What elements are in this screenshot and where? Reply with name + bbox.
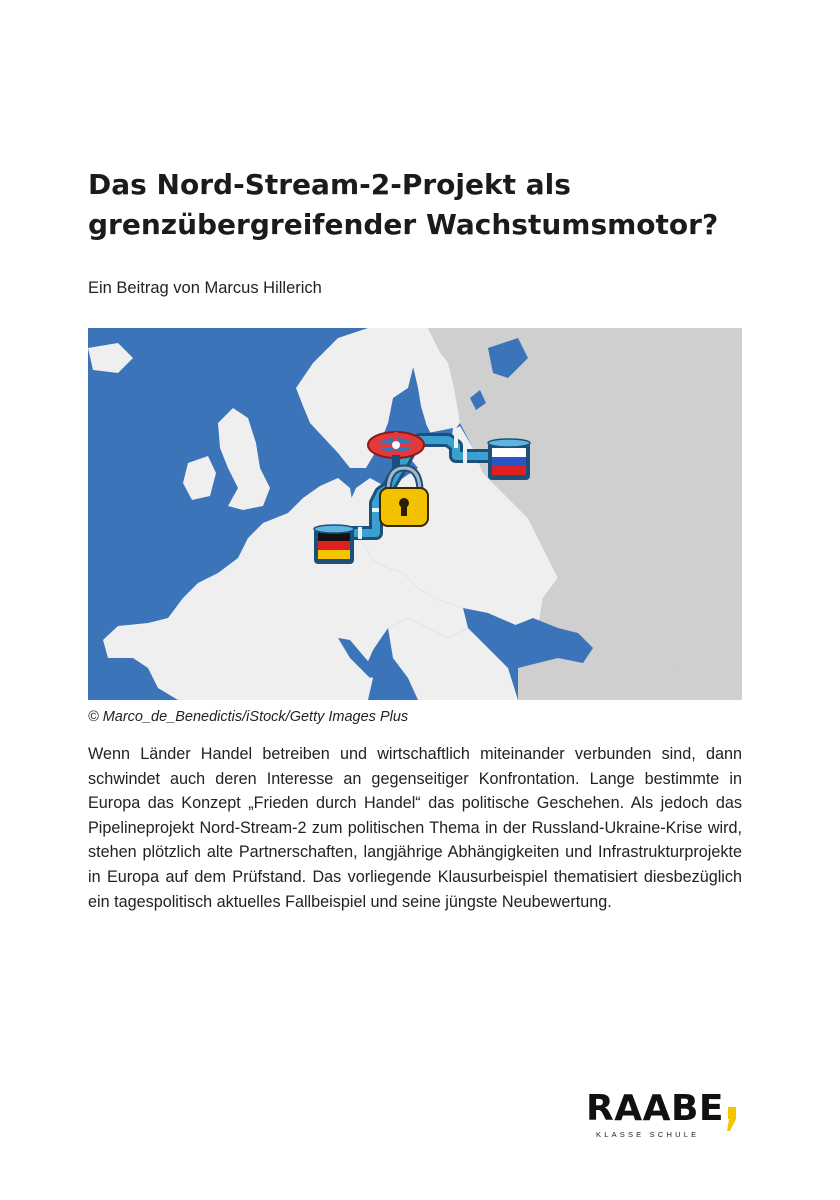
logo-wordmark: RAABE xyxy=(586,1088,724,1129)
title-line-1: Das Nord-Stream-2-Projekt als xyxy=(88,168,571,201)
germany-barrel xyxy=(314,525,354,564)
page-title xyxy=(88,165,768,245)
title-line-2: grenzübergreifender Wachstumsmotor? xyxy=(88,208,719,241)
logo-comma-icon xyxy=(727,1107,737,1131)
intro-paragraph: Wenn Länder Handel betreiben und wirtschaftlich miteinander verbunden sind, dann schwindet auch deren Interesse an gegenseitiger Konfrontation. Lange bestimmte in Europa das Konzept „Frieden durch Handel“ das politische Geschehen. Als jedoch das Pipelineprojekt Nord-Stream-2 zum politischen Thema in der Russland-Ukraine-Krise wird, stehen plötzlich alte Partnerschaften, langjährige Abhängigkeiten und Infrastrukturprojekte in Europa auf dem Prüfstand. Das vorliegende Klausurbeispiel thematisiert diesbezüglich ein tagespolitisch aktuelles Fallbeispiel und seine jüngste Neubewertung. xyxy=(88,745,742,911)
image-credit: © Marco_de_Benedictis/iStock/Getty Images Plus xyxy=(88,709,409,725)
raabe-logo xyxy=(586,1089,746,1141)
author-line: Ein Beitrag von Marcus Hillerich xyxy=(88,279,322,297)
europe-map xyxy=(88,328,742,700)
europe-pipeline-illustration xyxy=(88,328,742,700)
russia-barrel xyxy=(488,439,530,480)
logo-tagline: KLASSE SCHULE xyxy=(596,1130,700,1139)
